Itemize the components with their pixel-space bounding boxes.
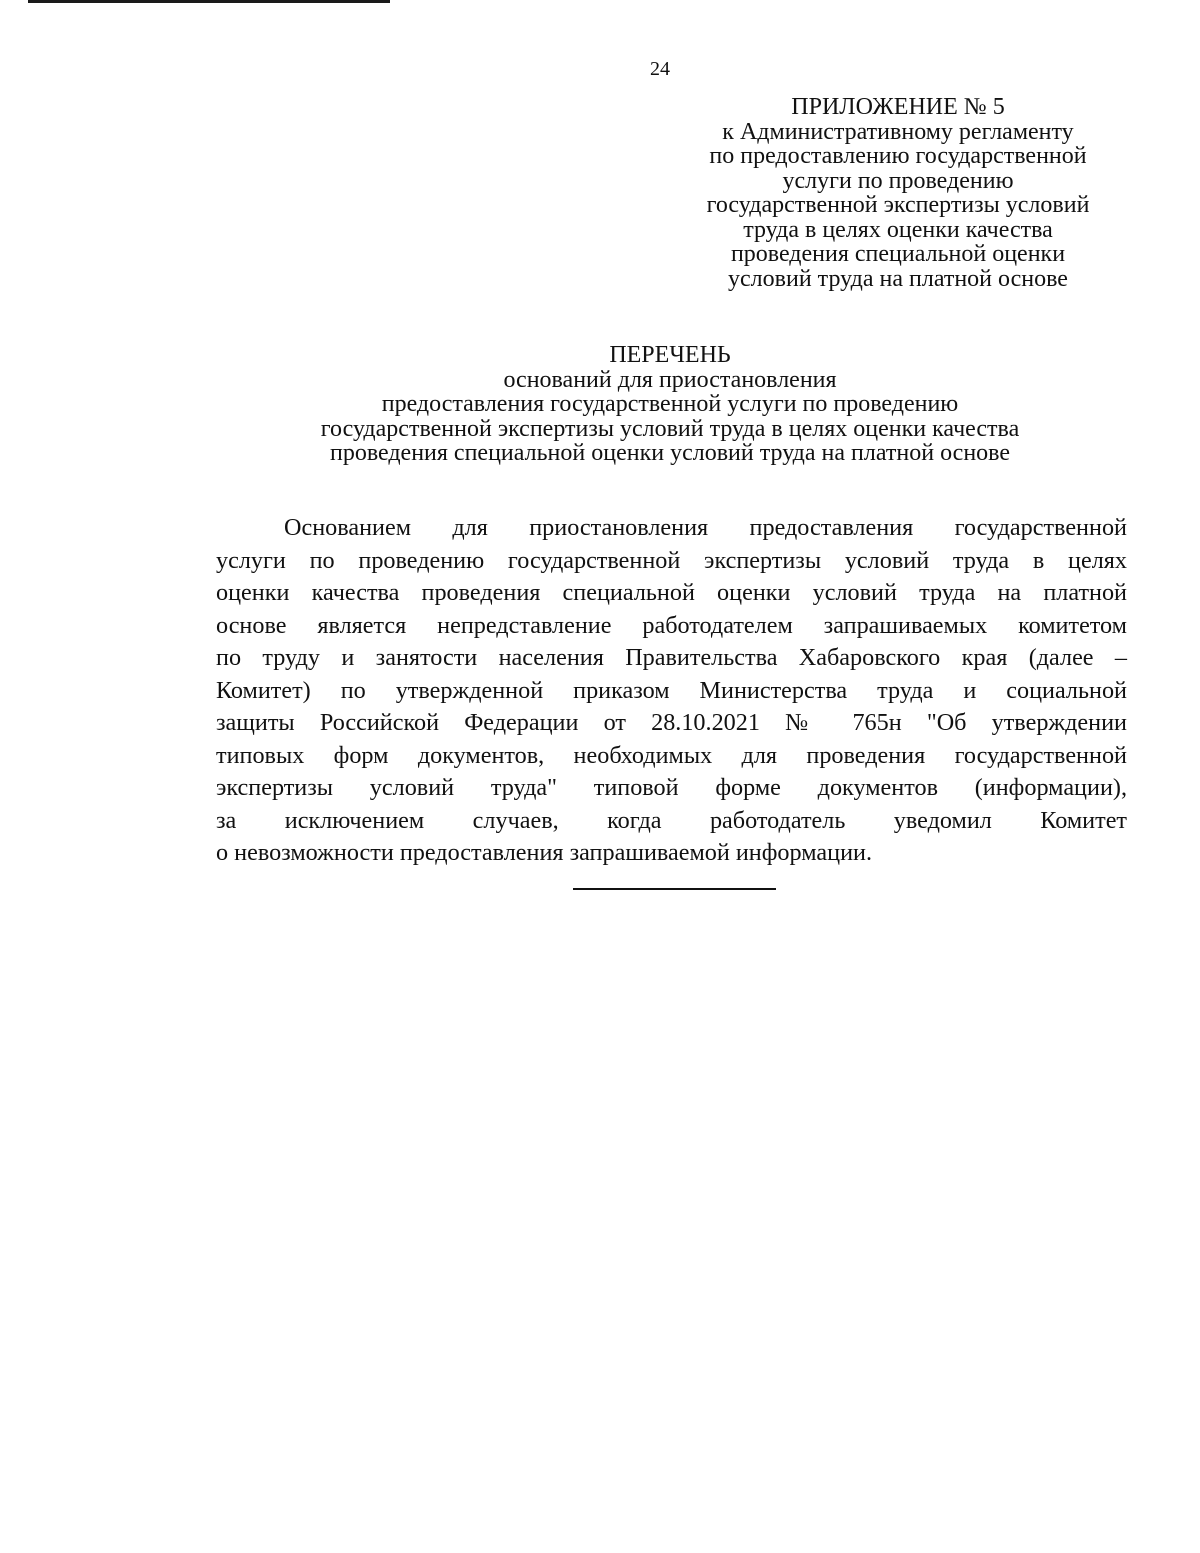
body-line: услуги по проведению государственной экспертизы условий труда в целях	[216, 546, 1127, 574]
appendix-block	[648, 95, 1148, 291]
heading-line: государственной экспертизы условий труда в целях оценки качества	[320, 415, 1020, 442]
appendix-line: государственной экспертизы условий	[706, 192, 1090, 218]
body-line: Комитет) по утвержденной приказом Министерства труда и социальной	[216, 676, 1127, 704]
body-line: о невозможности предоставления запрашиваемой информации.	[216, 839, 873, 866]
appendix-title: ПРИЛОЖЕНИЕ № 5	[791, 94, 1005, 120]
body-line: оценки качества проведения специальной оценки условий труда на платной	[216, 579, 1127, 606]
body-line: по труду и занятости населения Правительства Хабаровского края (далее –	[216, 644, 1127, 671]
body-paragraph	[216, 512, 1127, 870]
body-line: основе является непредставление работодателем запрашиваемых комитетом	[216, 611, 1127, 639]
appendix-line: услуги по проведению	[782, 167, 1014, 194]
document-heading	[240, 343, 1100, 466]
heading-line: оснований для приостановления	[503, 366, 837, 393]
appendix-line: к Административному регламенту	[722, 118, 1074, 145]
body-line: экспертизы условий труда" типовой форме документов (информации),	[216, 774, 1127, 801]
page-number: 24	[650, 58, 670, 80]
appendix-line: проведения специальной оценки	[730, 241, 1066, 267]
heading-line: проведения специальной оценки условий труда на платной основе	[329, 440, 1011, 466]
appendix-line: по предоставлению государственной	[709, 143, 1087, 169]
appendix-line: условий труда на платной основе	[728, 265, 1068, 292]
heading-line: предоставления государственной услуги по проведению	[381, 391, 959, 417]
body-line: Основанием для приостановления предоставления государственной	[284, 514, 1127, 541]
body-line: защиты Российской Федерации от 28.10.2021 № 765н "Об утверждении	[216, 709, 1127, 736]
scan-edge-mark	[28, 0, 390, 3]
end-divider	[573, 888, 776, 890]
heading-title: ПЕРЕЧЕНЬ	[609, 342, 731, 368]
appendix-line: труда в целях оценки качества	[743, 216, 1053, 243]
body-line: типовых форм документов, необходимых для проведения государственной	[216, 741, 1127, 769]
body-line: за исключением случаев, когда работодатель уведомил Комитет	[216, 806, 1127, 834]
